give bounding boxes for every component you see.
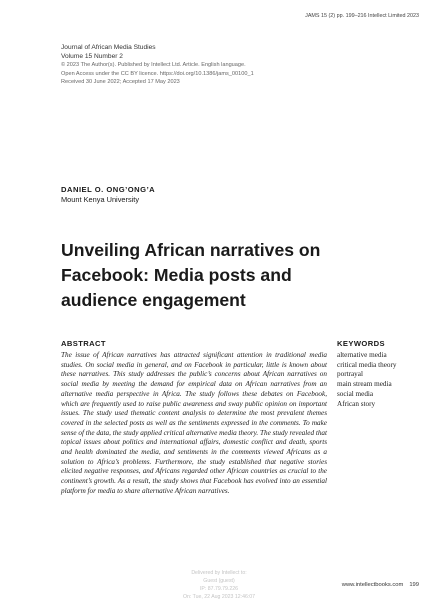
author-name: DANIEL O. ONG’ONG’A: [61, 185, 156, 194]
page-footer: [342, 582, 419, 588]
keyword-item: critical media theory: [337, 360, 397, 369]
keyword-item: portrayal: [337, 370, 363, 379]
publisher-url[interactable]: www.intellectbooks.com: [341, 582, 404, 588]
watermark-line: On: Tue, 22 Aug 2023 12:46:07: [182, 594, 256, 600]
journal-name: Journal of African Media Studies: [61, 44, 156, 51]
keywords-heading: KEYWORDS: [337, 339, 385, 348]
journal-info: [61, 43, 381, 87]
keyword-item: social media: [337, 389, 374, 398]
watermark-line: Delivered by Intellect to:: [191, 570, 247, 576]
dates-line: Received 30 June 2022; Accepted 17 May 2023: [61, 79, 180, 86]
watermark-line: IP: 87.79.79.226: [199, 586, 239, 592]
author-affiliation: Mount Kenya University: [61, 195, 140, 204]
keyword-item: main stream media: [337, 380, 392, 389]
keyword-item: African story: [337, 399, 376, 408]
keyword-item: alternative media: [337, 351, 387, 359]
watermark-line: Guest (guest): [203, 578, 235, 584]
copyright-line: © 2023 The Author(s). Published by Intellect Ltd. Article. English language.: [61, 62, 246, 68]
author-block: [61, 185, 155, 205]
abstract-heading: ABSTRACT: [61, 339, 106, 348]
abstract-text: The issue of African narratives has attracted significant attention in traditional media studies. On social media in general, and on Facebook in particular, little is known about these narratives. This study addresses the public’s concerns about African narratives on social media by meeting the demand for empirical data on African narratives from an alternative media perspective in Africa. The study follows these debates on Facebook, which are frequently used to raise public awareness and sway public opinion on important issues. The study used thematic content analysis to determine the most prevalent themes covered in the selected posts as well as the sentiments expressed in the comments. To make sense of the data, the study applied critical alternative media theory. The study revealed that topical issues about politics and international affairs, domestic conflict and death, sports and health dominated the media, and sentiments in the comments viewed Africans as a solution to Africa’s problems. Furthermore, the study established that negative stories elicited negative responses, and Africans regarded other African countries as crucial to the continent’s growth. As a result, the study shows that Facebook has evolved into an essential platform for media to share alternative African narratives.: [61, 351, 328, 495]
journal-volume: Volume 15 Number 2: [61, 53, 123, 60]
article-title: Unveiling African narratives on Facebook: Media posts and audience engagement: [61, 240, 321, 310]
keywords-list: [337, 351, 396, 409]
running-head: JAMS 15 (2) pp. 199–216 Intellect Limited 2023: [305, 13, 419, 19]
page-number: 199: [409, 582, 419, 588]
license-line: Open Access under the CC BY licence. https://doi.org/10.1386/jams_00100_1: [61, 70, 254, 77]
